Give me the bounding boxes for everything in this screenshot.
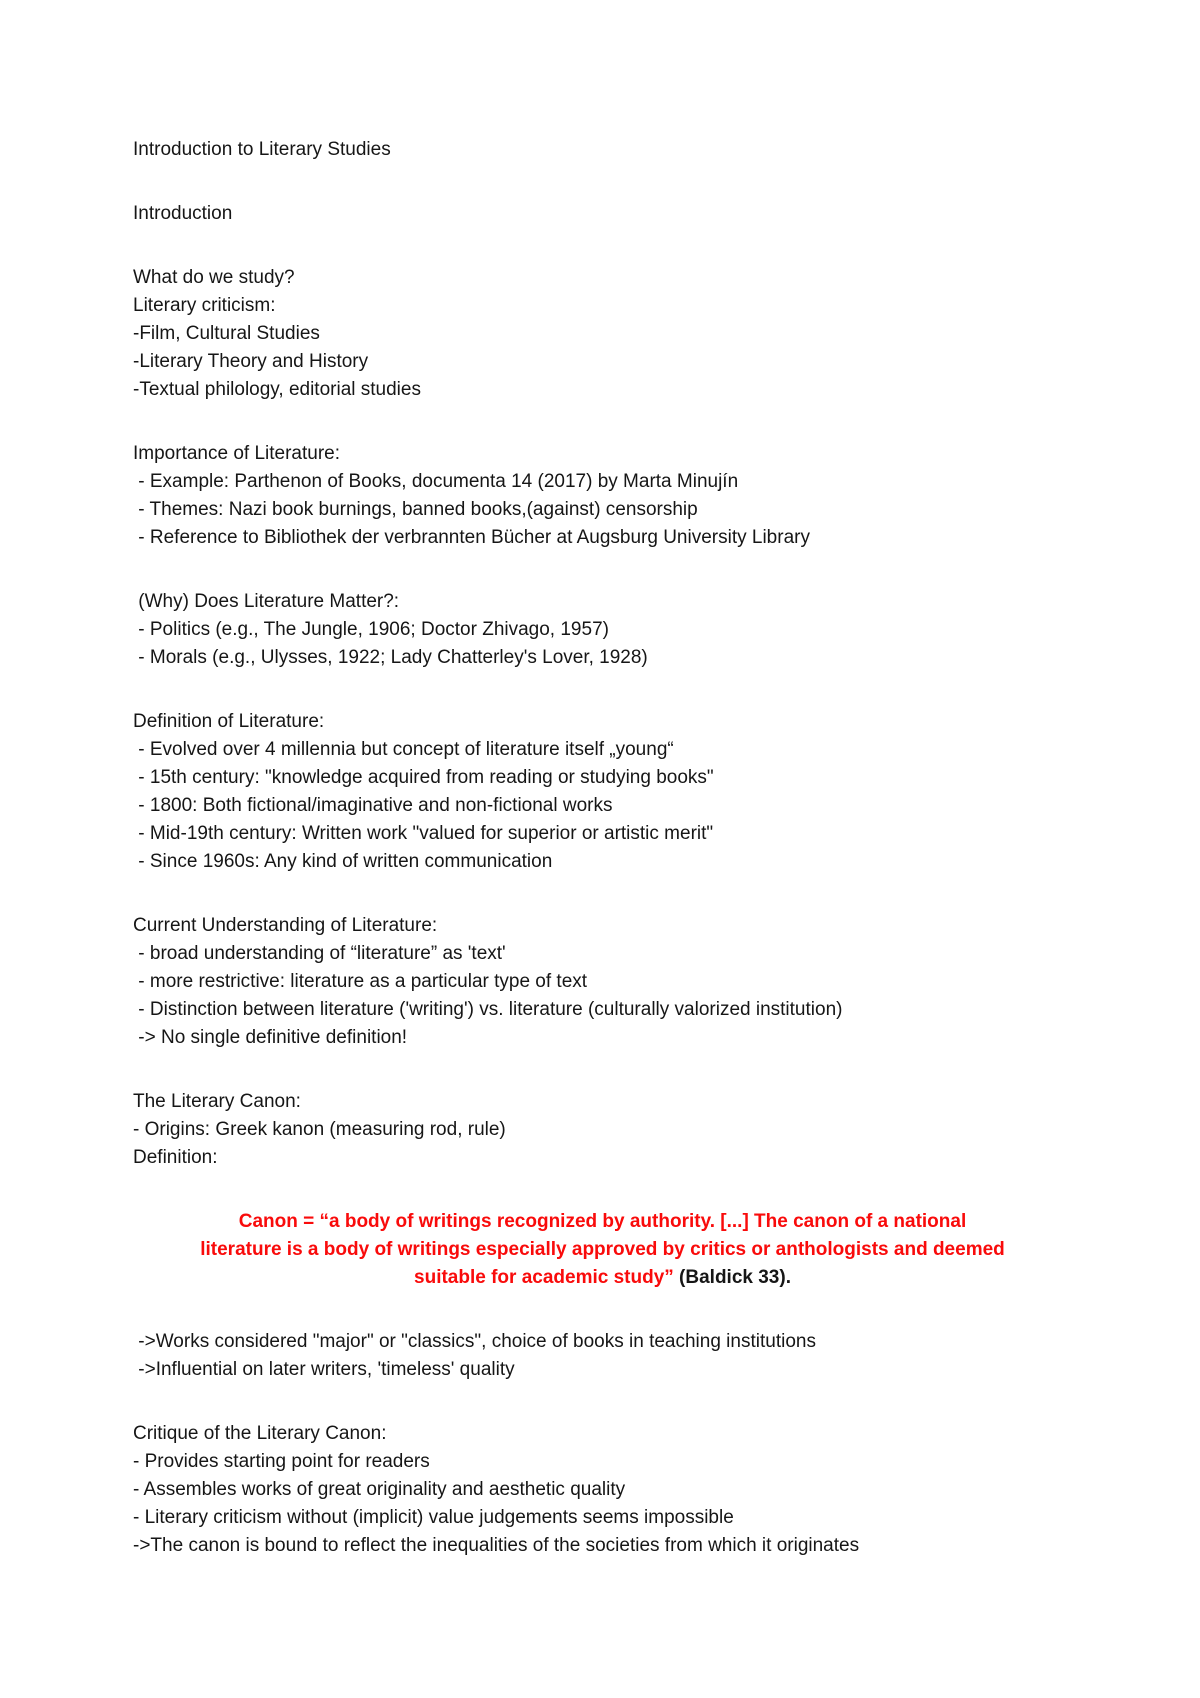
section-why-does-literature-matter [133,588,1072,672]
doc-line: Importance of Literature: [133,443,340,464]
doc-line: Definition of Literature: [133,711,325,732]
doc-line: Literary criticism: [133,295,276,316]
doc-line: - Assembles works of great originality and aesthetic quality [133,1479,626,1500]
doc-line: - Origins: Greek kanon (measuring rod, rule) [133,1119,506,1140]
section-the-literary-canon [133,1088,1072,1172]
section-heading-introduction: Introduction [133,203,233,224]
doc-line: - Politics (e.g., The Jungle, 1906; Doctor Zhivago, 1957) [133,619,609,640]
doc-line: -Textual philology, editorial studies [133,379,421,400]
doc-line: - Mid-19th century: Written work "valued for superior or artistic merit" [133,823,714,844]
section-critique-of-the-literary-canon [133,1420,1072,1560]
doc-line: - Since 1960s: Any kind of written communication [133,851,553,872]
quote-line [133,1236,1072,1264]
doc-line: Definition: [133,1147,218,1168]
document-body [133,264,1072,1560]
doc-line: - Evolved over 4 millennia but concept of literature itself „young“ [133,739,674,760]
page-title: Introduction to Literary Studies [133,139,391,160]
section-canon-implications [133,1328,1072,1384]
doc-line: - Distinction between literature ('writing') vs. literature (culturally valorized institution) [133,999,843,1020]
doc-line: ->Works considered "major" or "classics", choice of books in teaching institutions [133,1331,816,1352]
doc-line: What do we study? [133,267,295,288]
doc-line: - more restrictive: literature as a particular type of text [133,971,588,992]
doc-line: - Example: Parthenon of Books, documenta 14 (2017) by Marta Minujín [133,471,739,492]
doc-line: Current Understanding of Literature: [133,915,438,936]
quote-citation: (Baldick 33). [679,1267,791,1288]
quote-red-text: literature is a body of writings especially approved by critics or anthologists and deemed [200,1239,1005,1260]
doc-line: - Provides starting point for readers [133,1451,430,1472]
doc-line: - Themes: Nazi book burnings, banned books,(against) censorship [133,499,698,520]
section-what-do-we-study [133,264,1072,404]
doc-line: ->The canon is bound to reflect the inequalities of the societies from which it originates [133,1535,860,1556]
doc-line: (Why) Does Literature Matter?: [133,591,400,612]
quote-red-text: suitable for academic study” [414,1267,680,1288]
section-importance-of-literature [133,440,1072,552]
doc-line: ->Influential on later writers, 'timeless' quality [133,1359,515,1380]
section-canon-definition-quote [133,1208,1072,1292]
doc-line: - 15th century: "knowledge acquired from reading or studying books" [133,767,714,788]
doc-line: Critique of the Literary Canon: [133,1423,387,1444]
doc-line: - broad understanding of “literature” as 'text' [133,943,506,964]
doc-line: - Reference to Bibliothek der verbrannten Bücher at Augsburg University Library [133,527,810,548]
doc-line: -> No single definitive definition! [133,1027,408,1048]
section-introduction [133,200,1072,228]
doc-line: - Morals (e.g., Ulysses, 1922; Lady Chatterley's Lover, 1928) [133,647,648,668]
section-definition-of-literature [133,708,1072,876]
quote-line [133,1208,1072,1236]
section-current-understanding-of-literature [133,912,1072,1052]
doc-line: - 1800: Both fictional/imaginative and non-fictional works [133,795,613,816]
doc-line: -Literary Theory and History [133,351,369,372]
section-title [133,136,1072,164]
doc-line: -Film, Cultural Studies [133,323,320,344]
quote-red-text: Canon = “a body of writings recognized by authority. [...] The canon of a national [238,1211,967,1232]
quote-line [133,1264,1072,1292]
doc-line: The Literary Canon: [133,1091,301,1112]
doc-line: - Literary criticism without (implicit) value judgements seems impossible [133,1507,734,1528]
